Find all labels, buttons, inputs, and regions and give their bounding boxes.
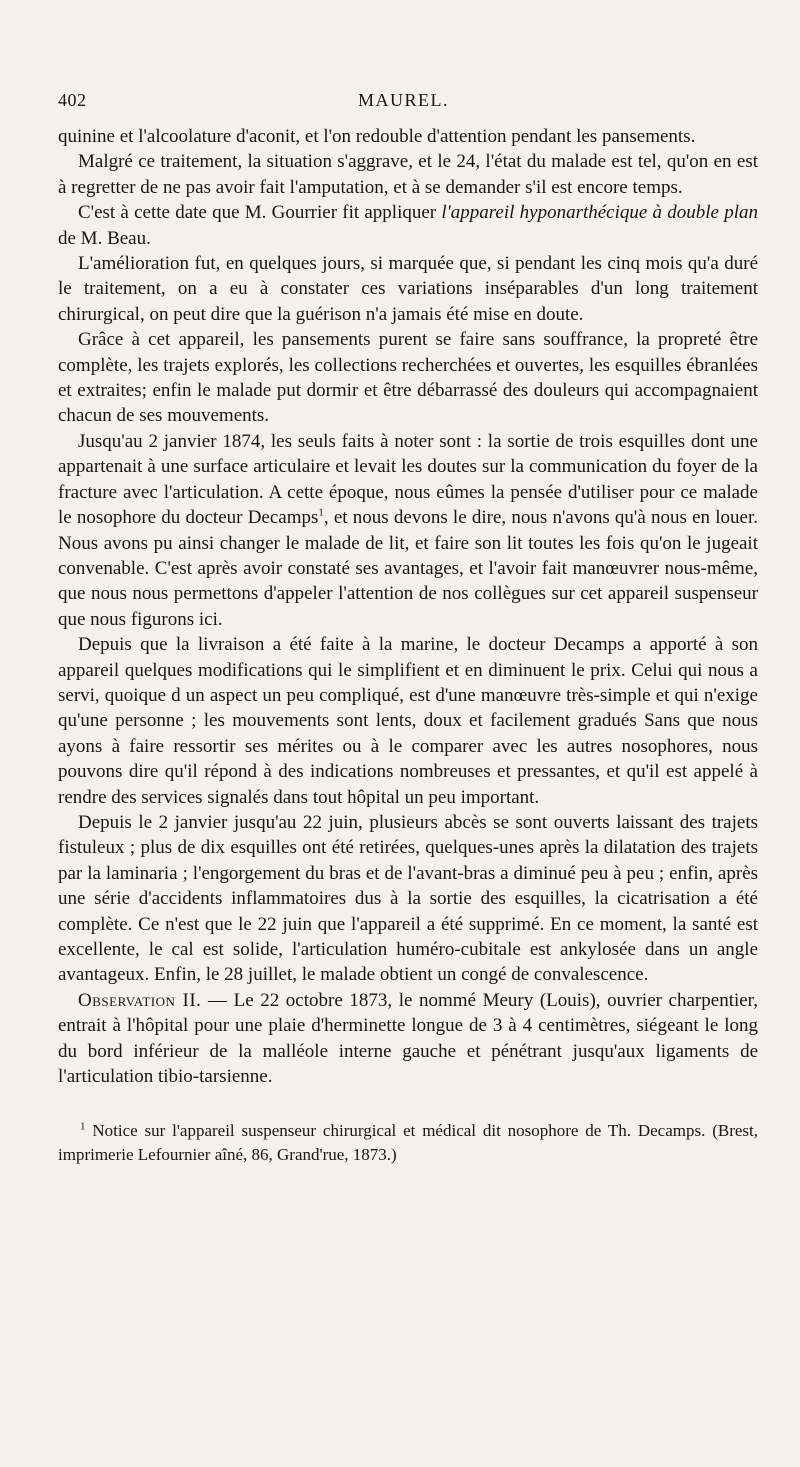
paragraph-text: — Le 22 octobre 1873, le nommé Meury (Louis), ouvrier charpentier, entrait à l'hôpital pour une plaie d'herminette longue de 3 à 4 centimètres, siégeant le long du bord inférieur de la malléole interne gauche et pénétrant jusqu'aux ligaments de l'articulation tibio-tarsienne. xyxy=(58,989,758,1088)
running-head xyxy=(58,84,758,114)
paragraph: Depuis le 2 janvier jusqu'au 22 juin, plusieurs abcès se sont ouverts laissant des trajets fistuleux ; plus de dix esquilles ont été retirées, quelques-unes après la dilatation des trajets par la laminaria ; l'engorgement du bras et de l'avant-bras a diminué peu à peu ; enfin, après une série d'accidents inflammatoires dus à la sortie des esquilles, la cicatrisation a été complète. Ce n'est que le 22 juin que l'appareil a été supprimé. En ce moment, la santé est excellente, le cal est solide, l'articulation huméro-cubitale est ankylosée dans un angle avantageux. Enfin, le 28 juillet, le malade obtient un congé de convalescence. xyxy=(58,811,758,986)
page xyxy=(58,84,758,1167)
footnote-text: Notice sur l'appareil suspenseur chirurgical et médical dit nosophore de Th. Decamps. (Brest, imprimerie Lefournier aîné, 86, Grand'rue, 1873.) xyxy=(58,1121,758,1165)
paragraph-text: de M. Beau. xyxy=(58,227,151,249)
paragraph: L'amélioration fut, en quelques jours, si marquée que, si pendant les cinq mois qu'a duré le traitement, on a eu à constater ces variations inséparables d'un long traitement chirurgical, on peut dire que la guérison n'a jamais été mise en doute. xyxy=(58,253,758,325)
body-text xyxy=(58,124,758,1089)
paragraph-text: , et nous devons le dire, nous n'avons qu'à nous en louer. Nous avons pu ainsi changer le malade de lit, et faire son lit toutes les fois qu'on le jugeait convenable. C'est après avoir constaté ses avantages, et l'avoir fait manœuvrer nous-même, que nous nous permettons d'appeler l'attention de nos collègues sur cet appareil suspenseur que nous figurons ici. xyxy=(58,507,758,630)
paragraph xyxy=(58,429,758,632)
paragraph xyxy=(58,988,758,1090)
footnote-reference: 1 xyxy=(318,506,324,519)
apparatus-name: l'appareil hyponarthécique à double plan xyxy=(441,202,759,224)
running-title: MAUREL. xyxy=(358,90,449,110)
footnote-mark: 1 xyxy=(80,1120,86,1133)
paragraph-text: Jusqu'au 2 janvier 1874, les seuls faits à noter sont : la sortie de trois esquilles dont une appartenait à une surface articulaire et levait les doutes sur la communication du foyer de la fracture avec l'articulation. A cette époque, nous eûmes la pensée d'utiliser pour ce malade le nosophore du docteur Decamps xyxy=(58,430,758,529)
paragraph-continuation: quinine et l'alcoolature d'aconit, et l'on redouble d'attention pendant les pansements. xyxy=(58,126,696,147)
paragraph xyxy=(58,200,758,251)
paragraph-text: C'est à cette date que M. Gourrier fit appliquer xyxy=(78,202,442,224)
page-number: 402 xyxy=(58,90,87,110)
observation-label: Observation II. xyxy=(78,989,202,1011)
paragraph: Depuis que la livraison a été faite à la marine, le docteur Decamps a apporté à son appareil quelques modifications qui le simplifient et en diminuent le prix. Celui qui nous a servi, quoique d un aspect un peu compliqué, est d'une manœuvre très-simple et qui n'exige qu'une personne ; les mouvements sont lents, doux et facilement gradués Sans que nous ayons à faire ressortir ses mérites ou à le comparer avec les autres nosophores, nous pouvons dire qu'il répond à des indications nombreuses et pressantes, et qu'il est appelé à rendre des services signalés dans tout hôpital un peu important. xyxy=(58,634,758,808)
paragraph: Grâce à cet appareil, les pansements purent se faire sans souffrance, la propreté être complète, les trajets explorés, les collections recherchées et ouvertes, les esquilles ébranlées et extraites; enfin le malade put dormir et être débarrassé des douleurs qui accompagnaient chacun de ses mouvements. xyxy=(58,329,758,427)
paragraph: Malgré ce traitement, la situation s'aggrave, et le 24, l'état du malade est tel, qu'on en est à regretter de ne pas avoir fait l'amputation, et à se demander s'il est encore temps. xyxy=(58,151,758,198)
footnote xyxy=(58,1119,758,1167)
